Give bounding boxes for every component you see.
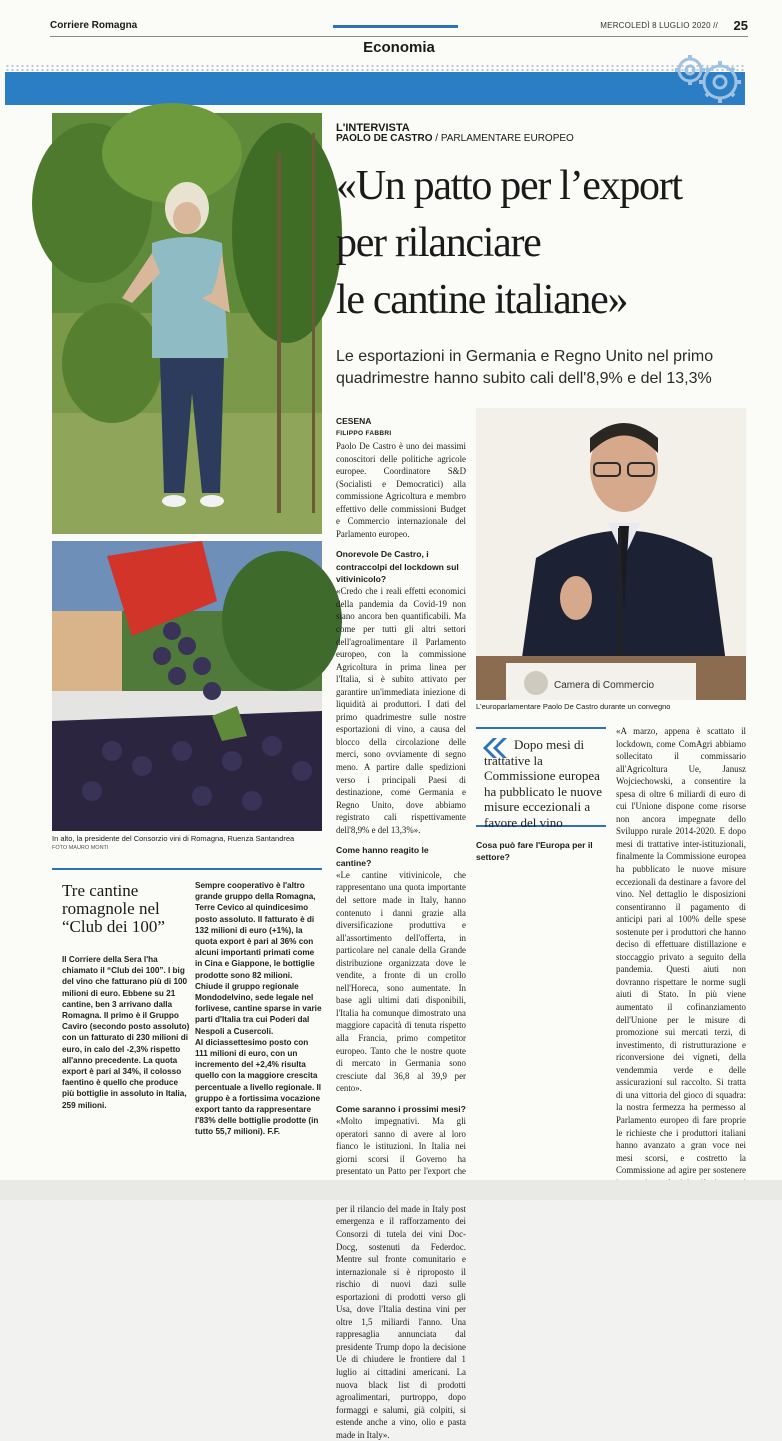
interviewee-role: / PARLAMENTARE EUROPEO: [435, 133, 574, 144]
podium-text: Camera di Commercio: [554, 680, 655, 691]
photo-grape-harvest: [52, 541, 322, 831]
sidebar-title: Tre cantine romagnole nel “Club dei 100”: [62, 881, 165, 936]
interviewee-line: [336, 133, 574, 144]
question: Come hanno reagito le cantine?: [336, 845, 429, 868]
masthead-rule: [333, 25, 458, 28]
sidebar-paragraph: Il Corriere della Sera l'ha chiamato il “Club dei 100”. I big del vino che fatturano più di 100 milioni di euro. Ebbene su 21 cantine, ben 3 arrivano dalla Romagna. Il primo è il Gruppo Caviro (secondo posto assoluto) con un fatturato di 230 milioni di euro, in calo del -2,3% rispetto all'anno precedente. La quota export è pari al 34%, il colosso faentino è quello che produce più bottiglie in assoluto in Italia, 259 milioni.: [62, 955, 190, 1110]
answer: «Credo che i reali effetti economici della pandemia da Covid-19 non siano ancora ben quantificabili. Ma come per tutti gli altri settori dell'agroalimentare il Parlamento europeo, con la commissione Agricoltura in prima linea per l'Italia, si è subito attivato per garantire un'immediata iniezione di liquidità ai produttori. I dati del primo quadrimestre sulle nostre esportazioni di vino, a causa del blocco della circolazione delle merci, sono ovviamente di segno meno. A partire dalle spedizioni verso i principali Paesi di destinazione, come Germania e Regno Unito, dove abbiamo registrato cali rispettivamente dell'8,9% e del 13,3%».: [336, 586, 466, 835]
section-band: [5, 72, 745, 105]
headline-line: le cantine italiane»: [336, 277, 628, 323]
question: Cosa può fare l'Europa per il settore?: [476, 840, 593, 863]
sidebar-paragraph: Sempre cooperativo è l'altro grande gruppo della Romagna, Terre Cevico al quindicesimo posto assoluto. Il fatturato è di 132 milioni di euro (+1%), la quota export è pari al 36% con alcuni importanti primati come in Cina e Giappone, le bottiglie prodotte sono 82 milioni.: [195, 881, 316, 980]
dotted-band: [5, 64, 745, 72]
photo-caption: In alto, la presidente del Consorzio vini di Romagna, Ruenza Santandrea: [52, 834, 295, 843]
sidebar-column-2: [195, 880, 322, 1137]
pull-quote: [476, 727, 606, 830]
question: Come saranno i prossimi mesi?: [336, 1103, 466, 1114]
article-column-3: [616, 725, 746, 1176]
sidebar-paragraph: Chiude il gruppo regionale Mondodelvino, sede legale nel forlivese, cantine sparse in varie parti d'Italia tra cui Poderi dal Nespoli a Cusercoli.: [195, 981, 322, 1036]
question: Onorevole De Castro, i contraccolpi del lockdown sul vitivinicolo?: [336, 549, 459, 585]
headline-line: per rilanciare: [336, 220, 541, 266]
section-title: Economia: [363, 39, 435, 56]
page-number: 25: [733, 18, 748, 33]
bottom-strip: [0, 1180, 782, 1200]
masthead: [50, 18, 748, 36]
photo-de-castro: [476, 408, 746, 700]
subheadline: Le esportazioni in Germania e Regno Unito nel primo quadrimestre hanno subito cali dell'8,9% e del 13,3%: [336, 348, 714, 387]
author-name: FILIPPO FABBRI: [336, 429, 392, 437]
article-column-2: [476, 831, 606, 1131]
photo-vineyard-president: [52, 113, 322, 534]
answer: «Le cantine vitivinicole, che rappresentano una quota importante del settore made in Italy, hanno contenuto i danni grazie alla diversificazione produttiva e all'assortimento dell'offerta, in particolare nel canale della Grande distribuzione organizzata dove le vendite, a fronte di un crollo nell'Horeca, sono aumentate. In base agli ultimi dati disponibili, l'Italia ha comunque dimostrato una maggiore capacità di tenuta rispetto alla Francia, primo competitor europeo. Tanto che le nostre quote di mercato in Germania sono cresciute dal 36,8 al 39,9 per cento».: [336, 869, 466, 1094]
publication-name: Corriere Romagna: [50, 20, 138, 31]
answer: «A marzo, appena è scattato il lockdown, come ComAgri abbiamo sollecitato il commissario all'Agricoltura Ue, Janusz Wojciechowski, a consentire la spesa di oltre 6 miliardi di euro di cui l'Unione dispone come risorse non ancora impegnate dello Sviluppo rurale 2014-2020. E dopo mesi di trattative inter-istituzionali, finalmente la Commissione europea ha pubblicato le nuove misure eccezionali da destinare a favore del vino. Nel dettaglio le disposizioni consentiranno il pagamento di anticipi pari al 100% delle spese sostenute per i produttori che hanno deciso di effettuare distillazione e stoccaggio privato a seguito della pandemia. Questi aiuti non dovranno rispettare le norme sugli aiuti di Stato. In più viene aumentato il cofinanziamento dell'Unione per le misure di promozione sui mercati terzi, di investimento, di ristrutturazione e riconversione dei vigneti, della vendemmia verde e delle assicurazioni sul raccolto. Si tratta di una vittoria del gioco di squadra: la nostra fermezza ha permesso al Parlamento europeo di fare proprie le richieste che i produttori italiani hanno avanzato a gran voce nei mesi scorsi, e costretto la Commissione ad agire per sostenere: [616, 726, 746, 1176]
kicker: L'INTERVISTA: [336, 122, 410, 134]
divider: [50, 36, 748, 37]
photo-caption: L'europarlamentare Paolo De Castro durante un convegno: [476, 702, 671, 711]
headline-line: «Un patto per l’export: [336, 163, 682, 209]
article-intro: Paolo De Castro è uno dei massimi conoscitori delle politiche agricole europee. Coordinatore S&D (Socialisti e Democratici) alla commissione Agricoltura e membro effettivo delle commissioni Budget e Commercio internazionale del Parlamento europeo.: [336, 441, 466, 539]
sidebar-box: [52, 868, 322, 1137]
gears-icon: [668, 50, 746, 108]
interviewee-name: PAOLO DE CASTRO: [336, 133, 433, 144]
issue-date: MERCOLEDÌ 8 LUGLIO 2020 //: [600, 21, 718, 30]
pull-quote-text: Dopo mesi di trattative la Commissione europea ha pubblicato le nuove misure eccezionali a favore del vino: [484, 737, 603, 830]
photo-credit: FOTO MAURO MONTI: [52, 845, 109, 851]
headline: [336, 158, 746, 329]
sidebar-paragraph: Al diciassettesimo posto con 111 milioni di euro, con un incremento del +2,4% risulta quello con la maggiore crescita percentuale a livello regionale. Il gruppo è a fortissima vocazione export tanto da rappresentare l'83% delle bottiglie prodotte (in tutto 55,7 milioni). F.F.: [195, 1037, 322, 1137]
sidebar-column-1: [62, 954, 190, 1130]
dateline-city: CESENA: [336, 416, 372, 426]
answer: «Molto impegnativi. Ma gli operatori sanno di avere al loro fianco le istituzioni. In Italia nei giorni scorsi il Governo ha presentato un Patto per l'export che per il rilancio del made in Italy post emergenza e il rafforzamento dei Consorzi di tutela dei vini Doc-Docg, sostenuti da Federdoc. Mentre sul fronte comunitario e internazionale si è riproposto il rischio di nuovi dazi sulle esportazioni di prodotti verso gli Usa, dove l'Italia destina vini per oltre 1,5 miliardi l'anno. Una rappresaglia annunciata dal presidente Trump dopo la decisione Ue di chiudere le frontiere dal 1 luglio ai cittadini americani. La nuova black list di prodotti agroalimentari, purtroppo, dopo formaggi e salumi, già colpiti, si estende anche a vino, olio e pasta made in Italy».: [336, 1116, 466, 1440]
article-column-1: [336, 415, 466, 1440]
